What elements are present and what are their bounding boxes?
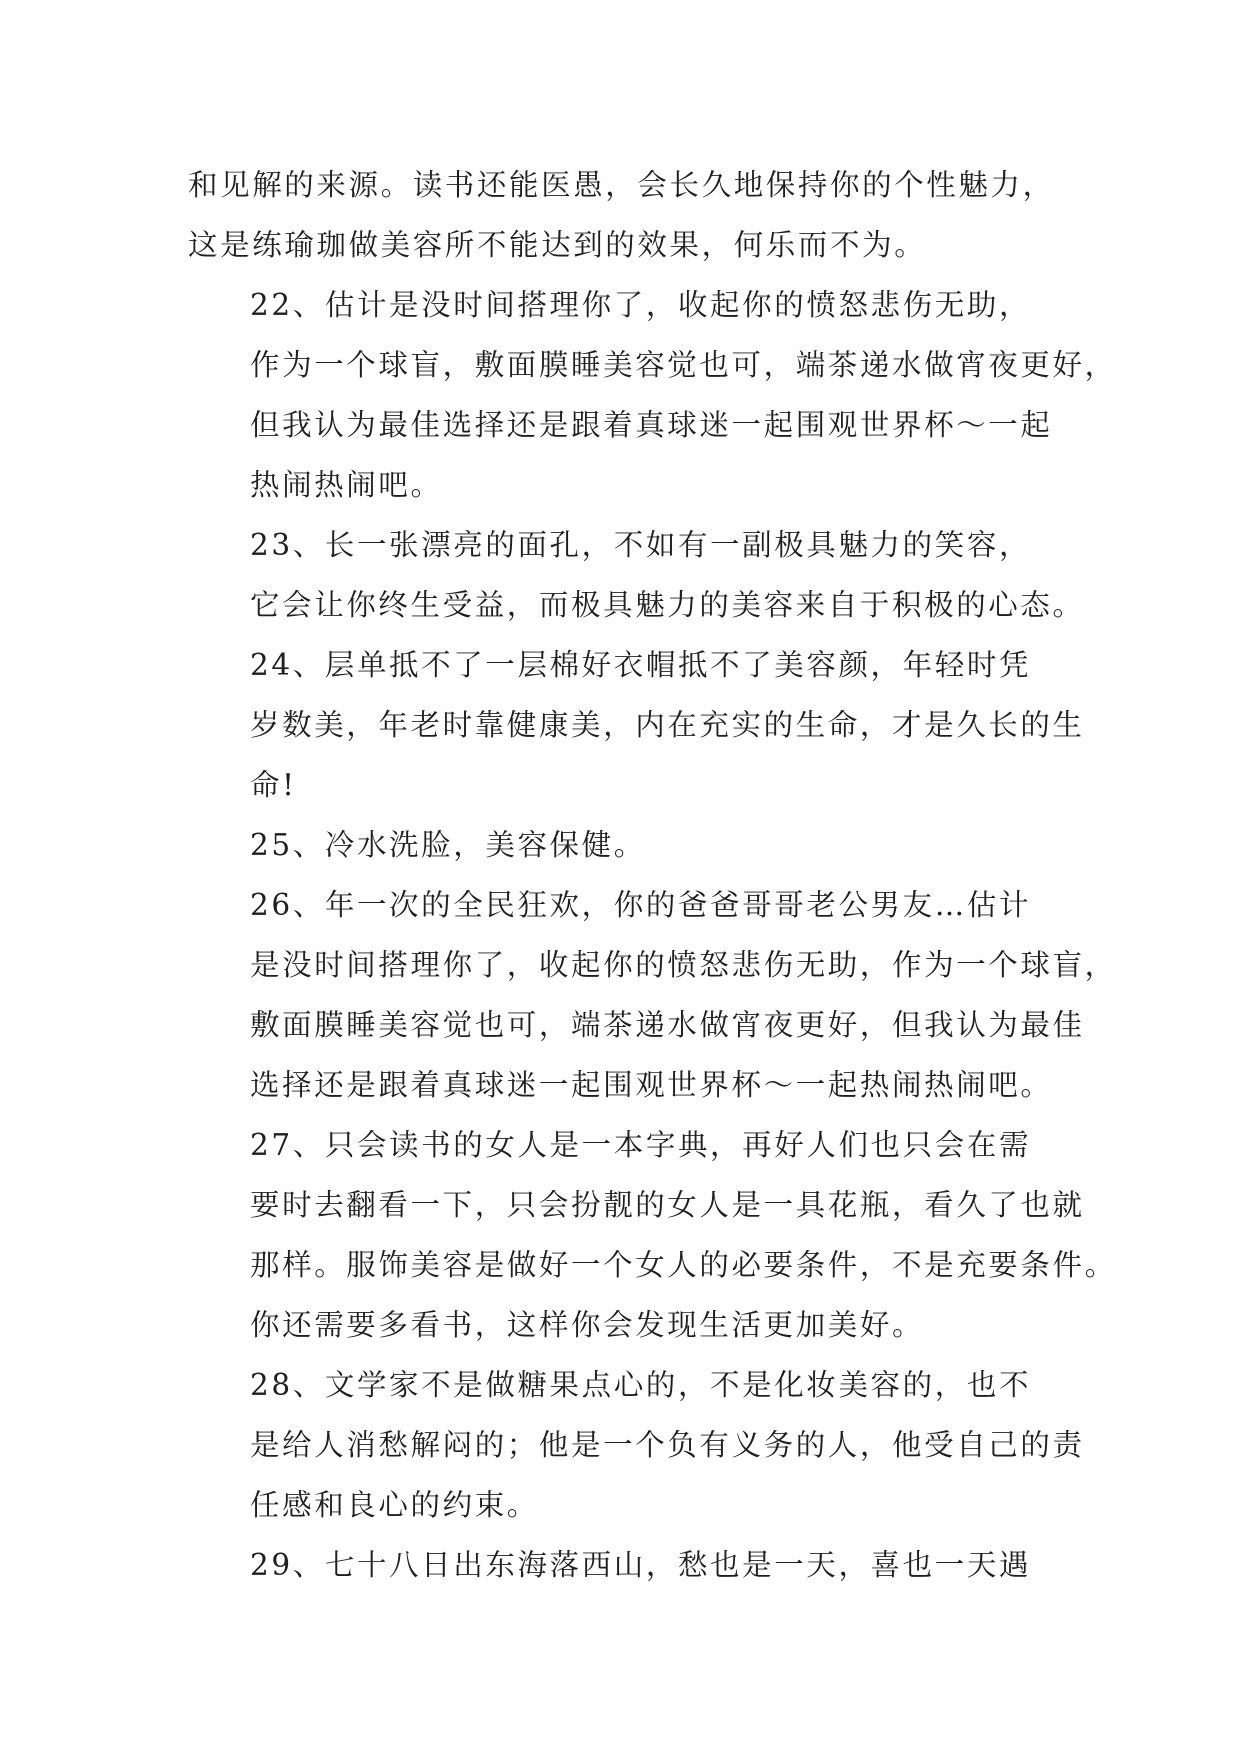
text-line: 命!	[250, 768, 297, 802]
text-line: 你还需要多看书，这样你会发现生活更加美好。	[250, 1308, 925, 1342]
paragraph-continued	[188, 155, 1068, 275]
text-line: 但我认为最佳选择还是跟着真球迷一起围观世界杯～一起	[250, 408, 1053, 442]
text-line: 23、长一张漂亮的面孔，不如有一副极具魅力的笑容，	[250, 528, 1032, 562]
text-line: 那样。服饰美容是做好一个女人的必要条件，不是充要条件。	[250, 1248, 1117, 1282]
text-line: 任感和良心的约束。	[250, 1488, 539, 1522]
text-line: 热闹热闹吧。	[250, 468, 443, 502]
text-line: 和见解的来源。读书还能医愚，会长久地保持你的个性魅力，	[188, 168, 1055, 202]
text-line: 是没时间搭理你了，收起你的愤怒悲伤无助，作为一个球盲，	[250, 948, 1117, 982]
text-line: 24、层单抵不了一层棉好衣帽抵不了美容颜，年轻时凭	[250, 648, 1032, 682]
text-line: 这是练瑜珈做美容所不能达到的效果，何乐而不为。	[188, 228, 927, 262]
text-line: 26、年一次的全民狂欢，你的爸爸哥哥老公男友…估计	[250, 888, 1032, 922]
paragraph-24	[188, 635, 1085, 815]
text-line: 敷面膜睡美容觉也可，端茶递水做宵夜更好，但我认为最佳	[250, 1008, 1085, 1042]
paragraph-28	[188, 1355, 1085, 1535]
paragraph-22	[188, 275, 1117, 515]
text-line: 25、冷水洗脸，美容保健。	[250, 828, 646, 862]
text-line: 27、只会读书的女人是一本字典，再好人们也只会在需	[250, 1128, 1032, 1162]
paragraph-23	[188, 515, 1085, 635]
document-body	[188, 155, 1117, 1595]
text-line: 29、七十八日出东海落西山，愁也是一天，喜也一天遇	[250, 1548, 1032, 1582]
text-line: 作为一个球盲，敷面膜睡美容觉也可，端茶递水做宵夜更好，	[250, 348, 1117, 382]
text-line: 28、文学家不是做糖果点心的，不是化妆美容的，也不	[250, 1368, 1032, 1402]
text-line: 要时去翻看一下，只会扮靓的女人是一具花瓶，看久了也就	[250, 1188, 1085, 1222]
paragraph-29	[188, 1535, 1068, 1595]
paragraph-26	[188, 875, 1117, 1115]
text-line: 选择还是跟着真球迷一起围观世界杯～一起热闹热闹吧。	[250, 1068, 1053, 1102]
text-line: 岁数美，年老时靠健康美，内在充实的生命，才是久长的生	[250, 708, 1085, 742]
text-line: 22、估计是没时间搭理你了，收起你的愤怒悲伤无助，	[250, 288, 1032, 322]
paragraph-25	[188, 815, 1068, 875]
paragraph-27	[188, 1115, 1117, 1355]
text-line: 是给人消愁解闷的；他是一个负有义务的人，他受自己的责	[250, 1428, 1085, 1462]
text-line: 它会让你终生受益，而极具魅力的美容来自于积极的心态。	[250, 588, 1085, 622]
